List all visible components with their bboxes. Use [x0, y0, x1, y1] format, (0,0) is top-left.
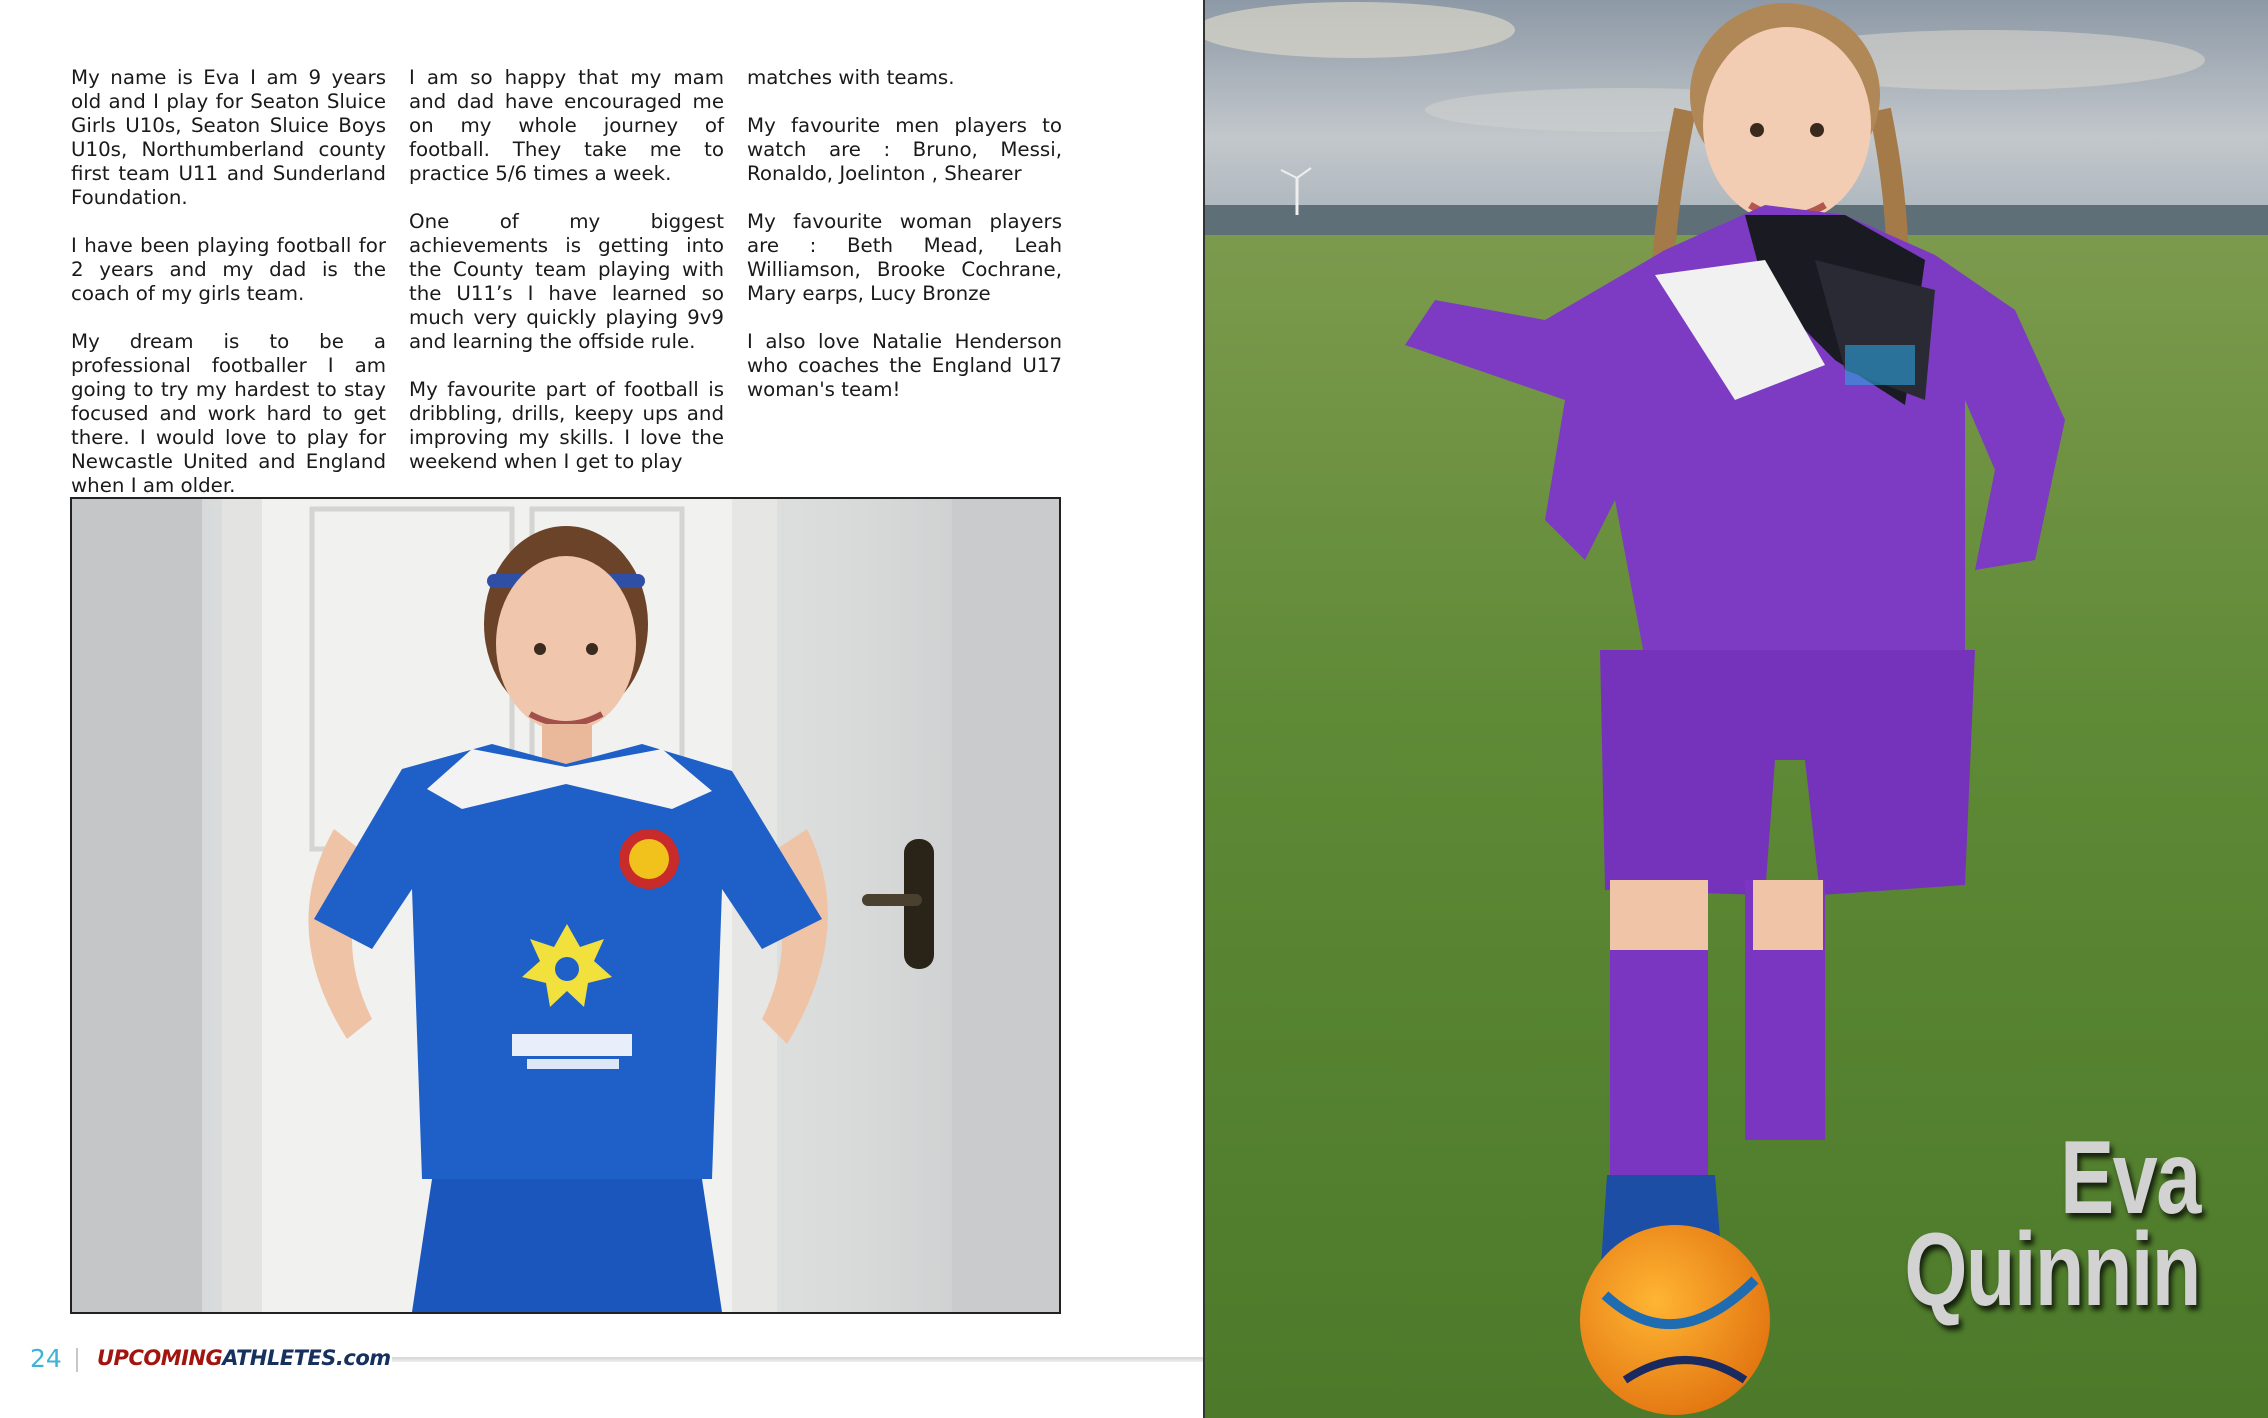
paragraph: My favourite part of football is dribbling, drills, keepy ups and improving my skills. I love the weekend when I get to play [409, 378, 724, 473]
brand-logo-part2: ATHLETES.com [222, 1346, 391, 1370]
paragraph: My favourite men players to watch are : Bruno, Messi, Ronaldo, Joelinton , Shearer [747, 114, 1062, 185]
feature-name [1821, 1120, 2200, 1328]
text-column-2 [409, 66, 724, 498]
paragraph: One of my biggest achievements is getting into the County team playing with the U11’s I have learned so much very quickly playing 9v9 and learning the offside rule. [409, 210, 724, 353]
paragraph: I am so happy that my mam and dad have encouraged me on my whole journey of football. They take me to practice 5/6 times a week. [409, 66, 724, 185]
text-column-3 [747, 66, 1062, 426]
paragraph: I have been playing football for 2 years and my dad is the coach of my girls team. [71, 234, 386, 305]
brand-logo [97, 1346, 391, 1370]
paragraph: I also love Natalie Henderson who coaches the England U17 woman's team! [747, 330, 1062, 401]
page-number: 24 [30, 1344, 62, 1373]
photo-blue-kit [70, 497, 1061, 1314]
page-footer [0, 1338, 1204, 1378]
paragraph: matches with teams. [747, 66, 955, 89]
paragraph: My dream is to be a professional footballer I am going to try my hardest to stay focused and work hard to get there. I would love to play for Newcastle United and England when I am older. [71, 330, 386, 497]
paragraph: My favourite woman players are : Beth Mead, Leah Williamson, Brooke Cochrane, Mary earps, Lucy Bronze [747, 210, 1062, 305]
blue-kit-illustration [72, 499, 1059, 1312]
footer-rule [392, 1357, 1204, 1362]
photo-purple-kit [1205, 0, 2268, 1418]
first-name: Eva [2060, 1120, 2200, 1236]
brand-logo-part1: UPCOMING [97, 1346, 223, 1370]
paragraph: My name is Eva I am 9 years old and I play for Seaton Sluice Girls U10s, Seaton Sluice Boys U10s, Northumberland county first team U11 and Sunderland Foundation. [71, 66, 386, 209]
last-name: Quinnin [1904, 1212, 2200, 1328]
footer-divider [76, 1348, 78, 1372]
text-column-1 [71, 66, 386, 522]
